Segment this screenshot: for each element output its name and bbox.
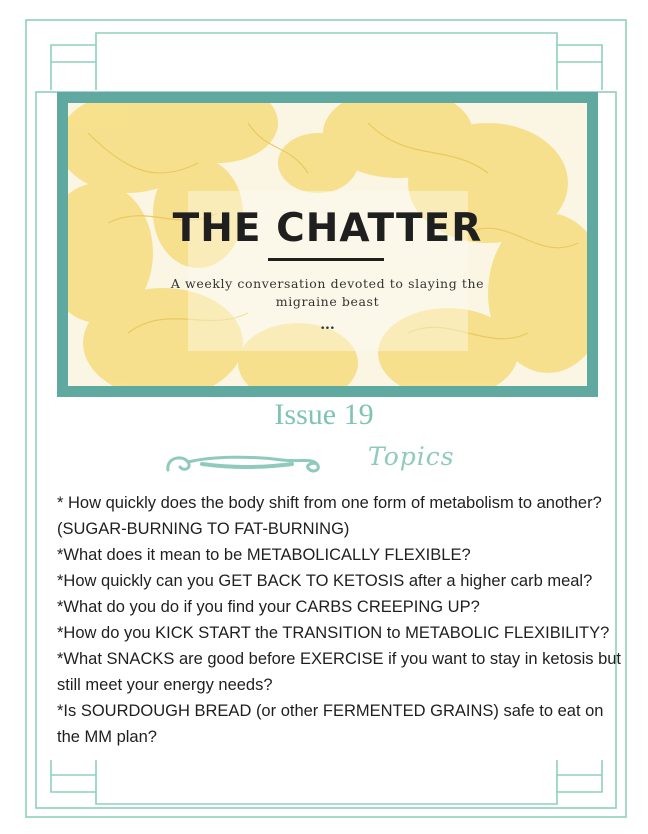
list-item: *What does it mean to be METABOLICALLY FLEXIBLE?: [57, 546, 471, 564]
header-banner: [57, 92, 598, 397]
title-underline: [268, 258, 384, 261]
issue-number: Issue 19: [274, 398, 374, 431]
flourish-divider: [162, 450, 332, 478]
list-item: * How quickly does the body shift from one form of metabolism to another? (SUGAR-BURNING TO FAT-BURNING): [57, 494, 602, 538]
list-item: *What SNACKS are good before EXERCISE if you want to stay in ketosis but still meet your energy needs?: [57, 650, 622, 694]
newsletter-subtitle: A weekly conversation devoted to slaying the migraine beast: [170, 276, 485, 309]
newsletter-title: THE CHATTER: [172, 206, 483, 251]
list-item: *What do you do if you find your CARBS CREEPING UP?: [57, 598, 480, 616]
list-item: *How do you KICK START the TRANSITION to METABOLIC FLEXIBILITY?: [57, 624, 610, 642]
banner-image: [68, 103, 587, 386]
topics-heading: Topics: [368, 442, 455, 471]
topics-list: [57, 490, 627, 750]
banner-ellipsis: ...: [320, 317, 335, 333]
list-item: *How quickly can you GET BACK TO KETOSIS after a higher carb meal?: [57, 572, 593, 590]
list-item: *Is SOURDOUGH BREAD (or other FERMENTED GRAINS) safe to eat on the MM plan?: [57, 702, 604, 746]
